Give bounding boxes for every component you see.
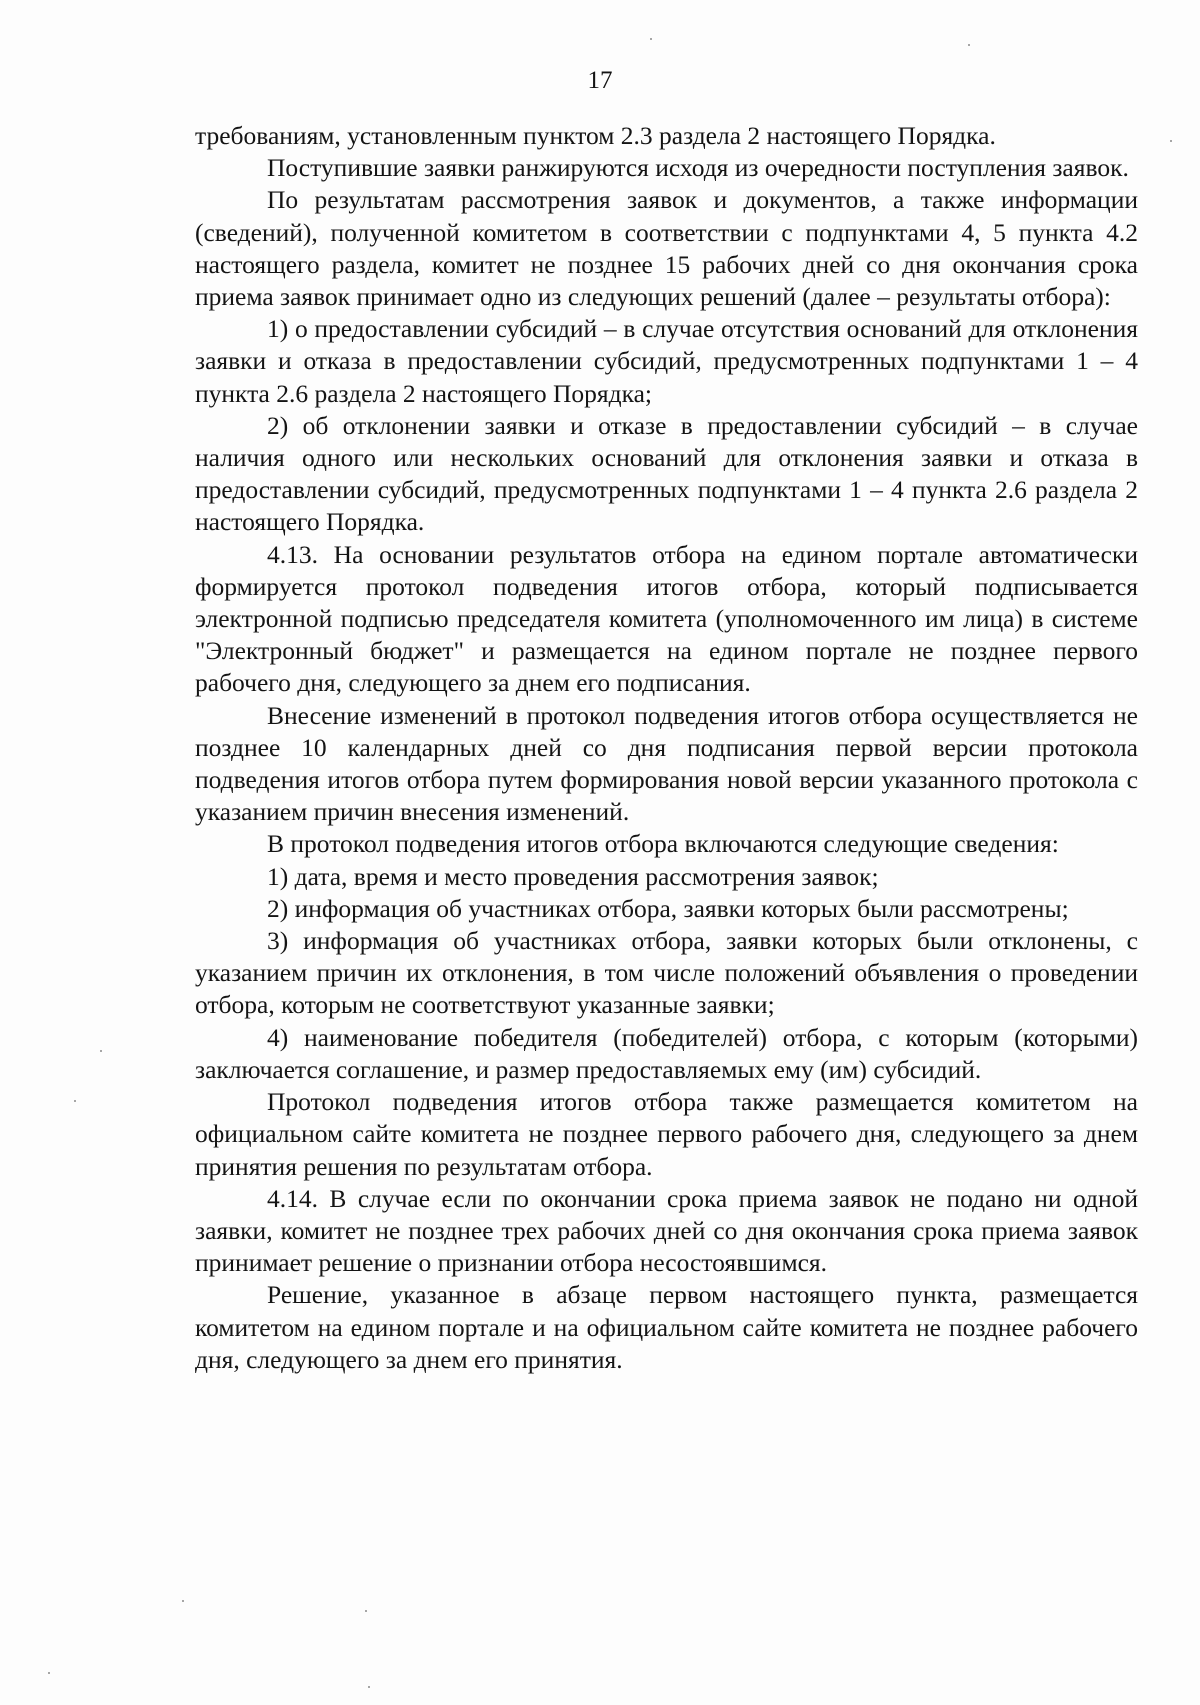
- scan-speck: [368, 1686, 370, 1688]
- paragraph-decision-publication: Решение, указанное в абзаце первом настоящего пункта, размещается комитетом на едином портале и на официальном сайте комитета не позднее рабочего дня, следующего за днем его принятия.: [195, 1280, 1138, 1374]
- page-number: 17: [587, 67, 613, 94]
- paragraph-continuation: требованиям, установленным пунктом 2.3 раздела 2 настоящего Порядка.: [195, 121, 996, 150]
- list-item-winner: 4) наименование победителя (победителей) отбора, с которым (которыми) заключается соглашение, и размер предоставляемых ему (им) субсидий.: [195, 1022, 1138, 1084]
- list-item-rejected: 3) информация об участниках отбора, заявки которых были отклонены, с указанием причин их отклонения, в том числе положений объявления о проведении отбора, которым не соответствуют указанные заявки;: [195, 926, 1138, 1020]
- paragraph-ranking: Поступившие заявки ранжируются исходя из очередности поступления заявок.: [267, 153, 1129, 183]
- scan-speck: [48, 1672, 50, 1674]
- document-body: [195, 120, 1138, 1376]
- scan-speck: [100, 1050, 102, 1052]
- scan-speck: [365, 1610, 367, 1612]
- paragraph-4-13: 4.13. На основании результатов отбора на едином портале автоматически формируется протокол подведения итогов отбора, который подписывается электронной подписью председателя комитета (уполномоченного им лица) в системе "Электронный бюджет" и размещается на едином портале не позднее первого рабочего дня, следующего за днем его подписания.: [195, 539, 1138, 698]
- paragraph-amendments: Внесение изменений в протокол подведения итогов отбора осуществляется не позднее 10 календарных дней со дня подписания первой версии протокола подведения итогов отбора путем формирования новой версии указанного протокола с указанием причин внесения изменений.: [195, 700, 1138, 827]
- list-item-reject: 2) об отклонении заявки и отказе в предоставлении субсидий – в случае наличия одного или нескольких оснований для отклонения заявки и отказа в предоставлении субсидий, предусмотренных подпунктами 1 – 4 пункта 2.6 раздела 2 настоящего Порядка.: [195, 410, 1138, 537]
- list-item-grant: 1) о предоставлении субсидий – в случае отсутствия оснований для отклонения заявки и отказа в предоставлении субсидий, предусмотренных подпунктами 1 – 4 пункта 2.6 раздела 2 настоящего Порядка;: [195, 314, 1138, 408]
- scan-speck: [968, 44, 970, 46]
- scan-speck: [74, 1100, 76, 1102]
- paragraph-4-14: 4.14. В случае если по окончании срока приема заявок не подано ни одной заявки, комитет не позднее трех рабочих дней со дня окончания срока приема заявок принимает решение о признании отбора несостоявшимся.: [195, 1183, 1138, 1278]
- scan-speck: [650, 38, 652, 40]
- list-item-considered: 2) информация об участниках отбора, заявки которых были рассмотрены;: [267, 893, 1069, 923]
- paragraph-decision: По результатам рассмотрения заявок и документов, а также информации (сведений), полученной комитетом в соответствии с подпунктами 4, 5 пункта 4.2 настоящего раздела, комитет не позднее 15 рабочих дней со дня окончания срока приема заявок принимает одно из следующих решений (далее – результаты отбора):: [195, 185, 1138, 312]
- list-item-date-time: 1) дата, время и место проведения рассмотрения заявок;: [267, 861, 879, 891]
- paragraph-publication: Протокол подведения итогов отбора также размещается комитетом на официальном сайте комитета не позднее первого рабочего дня, следующего за днем принятия решения по результатам отбора.: [195, 1087, 1138, 1181]
- scan-speck: [182, 1600, 184, 1602]
- scan-speck: [1170, 140, 1172, 142]
- paragraph-protocol-contents: В протокол подведения итогов отбора включаются следующие сведения:: [267, 829, 1059, 859]
